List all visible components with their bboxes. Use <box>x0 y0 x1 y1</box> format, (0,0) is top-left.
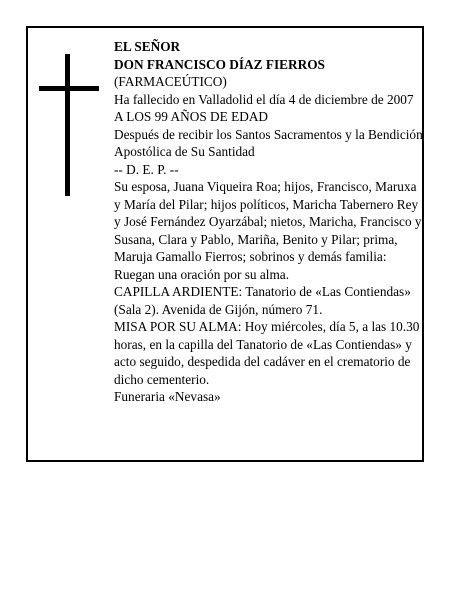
death-notice: Ha fallecido en Valladolid el día 4 de diciembre de 2007 <box>114 91 414 107</box>
sacraments: Después de recibir los Santos Sacramentos y la Bendición Apostólica de Su Santidad <box>114 126 423 159</box>
profession: (FARMACEÚTICO) <box>114 74 227 89</box>
honorific: EL SEÑOR <box>114 39 181 54</box>
cross-horizontal-bar <box>39 86 99 91</box>
cross-icon <box>39 54 99 196</box>
mass-info: MISA POR SU ALMA: Hoy miércoles, día 5, a las 10.30 horas, en la capilla del Tanatorio de «Las Contiendas» y acto seguido, despedida del cadáver en el crematorio de dicho cementerio. <box>114 319 420 387</box>
prayer-request: Ruegan una oración por su alma. <box>114 266 290 282</box>
obituary-text <box>114 38 424 406</box>
chapel-info: CAPILLA ARDIENTE: Tanatorio de «Las Contiendas» (Sala 2). Avenida de Gijón, número 71. <box>114 284 411 317</box>
rip: -- D. E. P. -- <box>114 161 179 177</box>
cross-vertical-bar <box>65 54 70 196</box>
deceased-name: DON FRANCISCO DÍAZ FIERROS <box>114 56 325 72</box>
age: A LOS 99 AÑOS DE EDAD <box>114 109 269 124</box>
funeral-home: Funeraria «Nevasa» <box>114 389 221 404</box>
family-list: Su esposa, Juana Viqueira Roa; hijos, Francisco, Maruxa y María del Pilar; hijos políticos, Maricha Tabernero Rey y José Fernández Oyarzábal; nietos, Maricha, Francisco y Susana, Clara y Pablo, Mariña, Benito y Pilar; prima, Maruja Gamallo Fierros; sobrinos y demás familia: <box>114 179 422 264</box>
